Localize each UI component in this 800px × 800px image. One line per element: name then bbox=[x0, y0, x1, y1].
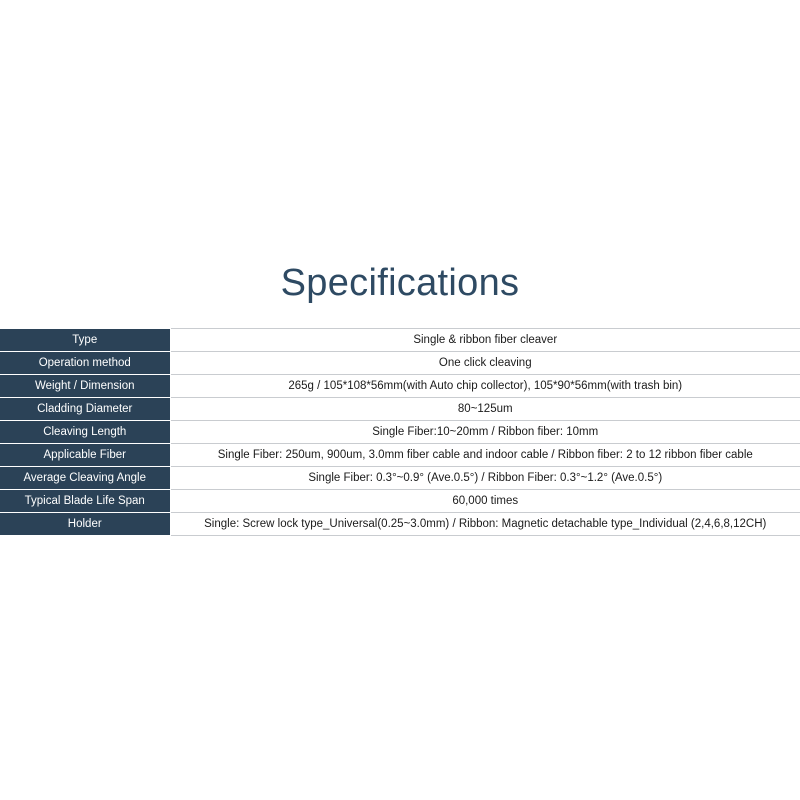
spec-value: 265g / 105*108*56mm(with Auto chip collector), 105*90*56mm(with trash bin) bbox=[170, 375, 800, 398]
spec-value: Single Fiber: 250um, 900um, 3.0mm fiber cable and indoor cable / Ribbon fiber: 2 to 12 ribbon fiber cable bbox=[170, 444, 800, 467]
spec-value: Single: Screw lock type_Universal(0.25~3.0mm) / Ribbon: Magnetic detachable type_Individual (2,4,6,8,12CH) bbox=[170, 513, 800, 536]
spec-value: Single Fiber:10~20mm / Ribbon fiber: 10mm bbox=[170, 421, 800, 444]
table-row bbox=[0, 329, 800, 352]
spec-label: Type bbox=[0, 329, 170, 352]
spec-label: Applicable Fiber bbox=[0, 444, 170, 467]
spec-value: Single Fiber: 0.3°~0.9° (Ave.0.5°) / Ribbon Fiber: 0.3°~1.2° (Ave.0.5°) bbox=[170, 467, 800, 490]
spec-label: Cladding Diameter bbox=[0, 398, 170, 421]
table-row bbox=[0, 421, 800, 444]
spec-label: Cleaving Length bbox=[0, 421, 170, 444]
spec-value: 60,000 times bbox=[170, 490, 800, 513]
table-row bbox=[0, 352, 800, 375]
spec-value: 80~125um bbox=[170, 398, 800, 421]
spec-value: Single & ribbon fiber cleaver bbox=[170, 329, 800, 352]
spec-label: Weight / Dimension bbox=[0, 375, 170, 398]
table-row bbox=[0, 398, 800, 421]
page-title: Specifications bbox=[280, 262, 520, 304]
spec-label: Operation method bbox=[0, 352, 170, 375]
spec-label: Holder bbox=[0, 513, 170, 536]
spec-label: Average Cleaving Angle bbox=[0, 467, 170, 490]
specifications-table bbox=[0, 328, 800, 536]
table-row bbox=[0, 467, 800, 490]
table-row bbox=[0, 490, 800, 513]
table-row bbox=[0, 513, 800, 536]
spec-value: One click cleaving bbox=[170, 352, 800, 375]
spec-label: Typical Blade Life Span bbox=[0, 490, 170, 513]
table-row bbox=[0, 444, 800, 467]
table-row bbox=[0, 375, 800, 398]
specifications-table-body bbox=[0, 329, 800, 536]
